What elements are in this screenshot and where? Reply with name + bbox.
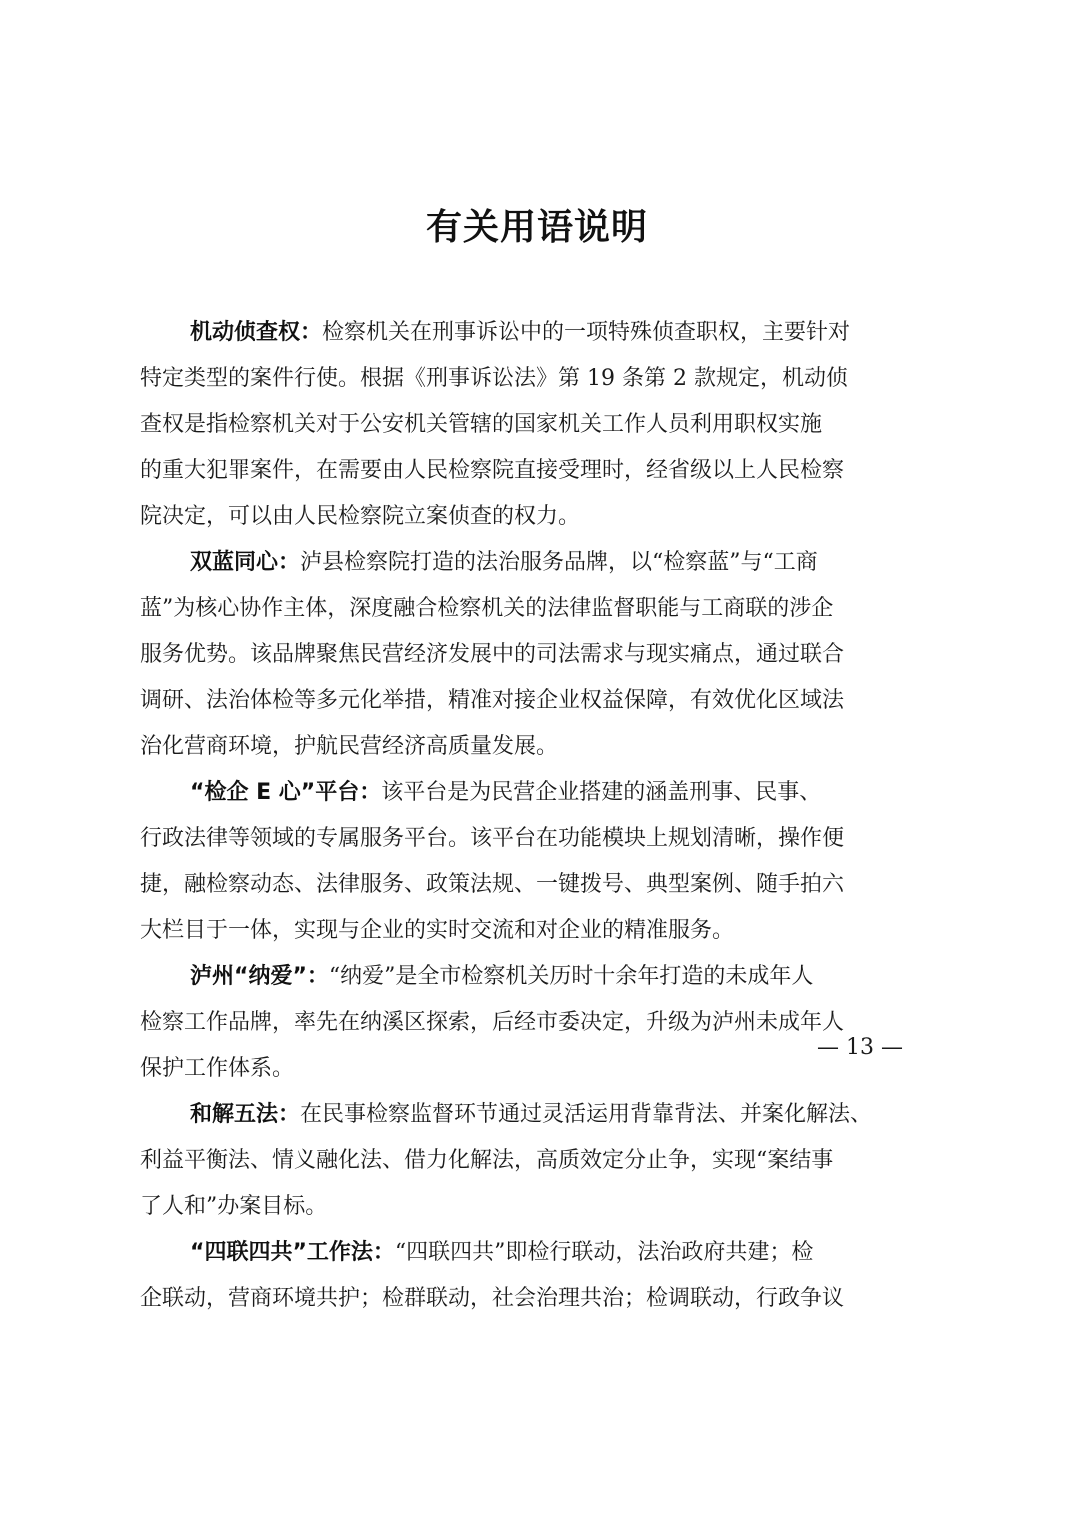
term-heading: 机动侦查权： (190, 320, 323, 345)
definition-text: “四联四共”即检行联动，法治政府共建；检 (394, 1240, 814, 1265)
term-heading: “检企 E 心”平台： (190, 780, 382, 805)
paragraph-first-line (140, 954, 940, 1000)
paragraph-line: 捷，融检察动态、法律服务、政策法规、一键拨号、典型案例、随手拍六 (140, 872, 845, 897)
definition-text: 该平台是为民营企业搭建的涵盖刑事、民事、 (381, 780, 822, 805)
paragraph-line: 的重大犯罪案件，在需要由人民检察院直接受理时，经省级以上人民检察 (140, 458, 845, 483)
paragraph-line: 查权是指检察机关对于公安机关管辖的国家机关工作人员利用职权实施 (140, 412, 823, 437)
paragraph-line: 调研、法治体检等多元化举措，精准对接企业权益保障，有效优化区域法 (140, 688, 845, 713)
page-number: — 13 — (817, 1035, 903, 1060)
paragraph-line: 利益平衡法、情义融化法、借力化解法，高质效定分止争，实现“案结事 (140, 1148, 834, 1173)
document-body (140, 310, 940, 1322)
paragraph-first-line (140, 540, 940, 586)
paragraph-line: 大栏目于一体，实现与企业的实时交流和对企业的精准服务。 (140, 918, 735, 943)
paragraph-line: 治化营商环境，护航民营经济高质量发展。 (140, 734, 559, 759)
definition-paragraph (140, 540, 940, 770)
paragraph-line: 企联动，营商环境共护；检群联动，社会治理共治；检调联动，行政争议 (140, 1286, 845, 1311)
paragraph-line: 蓝”为核心协作主体，深度融合检察机关的法律监督职能与工商联的涉企 (140, 596, 834, 621)
definition-paragraph (140, 954, 940, 1092)
paragraph-line: 特定类型的案件行使。根据《刑事诉讼法》第 19 条第 2 款规定，机动侦 (140, 366, 848, 391)
paragraph-first-line (140, 1230, 940, 1276)
definition-text: 检察机关在刑事诉讼中的一项特殊侦查职权，主要针对 (322, 320, 851, 345)
paragraph-line: 行政法律等领域的专属服务平台。该平台在功能模块上规划清晰，操作便 (140, 826, 845, 851)
definition-paragraph (140, 1092, 940, 1230)
definition-paragraph (140, 1230, 940, 1322)
paragraph-line: 院决定，可以由人民检察院立案侦查的权力。 (140, 504, 581, 529)
definition-text: “纳爱”是全市检察机关历时十余年打造的未成年人 (328, 964, 814, 989)
paragraph-line: 保护工作体系。 (140, 1056, 295, 1081)
term-heading: 双蓝同心： (190, 550, 301, 575)
term-heading: 和解五法： (190, 1102, 301, 1127)
term-heading: 泸州“纳爱”： (190, 964, 329, 989)
term-heading: “四联四共”工作法： (190, 1240, 395, 1265)
definition-text: 在民事检察监督环节通过灵活运用背靠背法、并案化解法、 (300, 1102, 873, 1127)
paragraph-line: 检察工作品牌，率先在纳溪区探索，后经市委决定，升级为泸州未成年人 (140, 1010, 845, 1035)
definition-paragraph (140, 770, 940, 954)
paragraph-line: 服务优势。该品牌聚焦民营经济发展中的司法需求与现实痛点，通过联合 (140, 642, 845, 667)
paragraph-first-line (140, 770, 940, 816)
definition-paragraph (140, 310, 940, 540)
page-title: 有关用语说明 (425, 207, 648, 248)
paragraph-first-line (140, 310, 940, 356)
paragraph-first-line (140, 1092, 940, 1138)
definition-text: 泸县检察院打造的法治服务品牌，以“检察蓝”与“工商 (300, 550, 818, 575)
paragraph-line: 了人和”办案目标。 (140, 1194, 328, 1219)
